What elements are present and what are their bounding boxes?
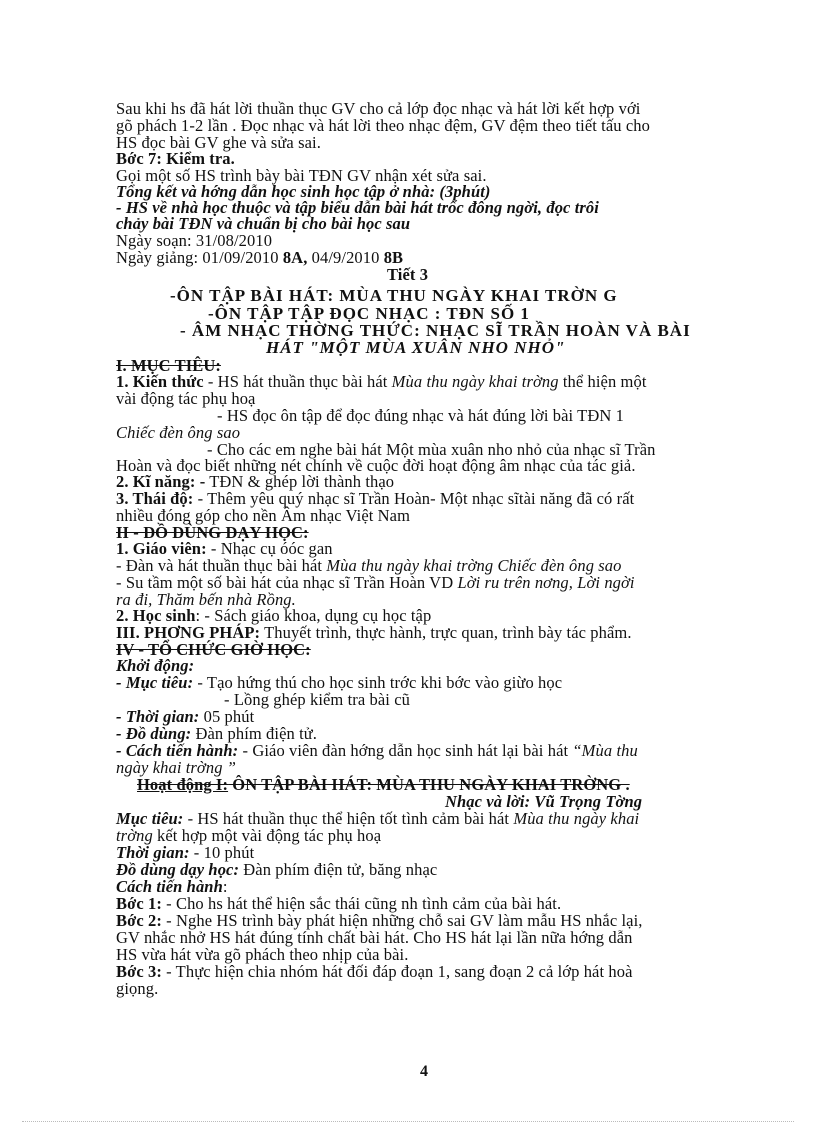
step-heading: Bớc 7: Kiểm tra. xyxy=(116,149,235,168)
teacher-line xyxy=(116,540,333,557)
teacher-text: - Nhạc cụ óóc gan xyxy=(206,539,333,558)
knowledge-text-2: thể hiện một xyxy=(558,372,647,391)
paragraph-line xyxy=(116,827,381,844)
knowledge-label: 1. Kiến thức xyxy=(116,372,204,391)
warmup-time xyxy=(116,708,254,725)
method-text: Thuyết trình, thực hành, trực quan, trình bày tác phẩm. xyxy=(260,623,632,642)
class-8a: 8A, xyxy=(282,248,308,267)
paragraph-line: nhiều đóng góp cho nền Âm nhạc Việt Nam xyxy=(116,506,411,525)
section-heading-organization: IV - TỔ CHỨC GIỜ HỌC: xyxy=(116,640,311,659)
paragraph-line: - Cho các em nghe bài hát Một mùa xuân nho nhỏ của nhạc sĩ Trần xyxy=(207,440,656,459)
paragraph-line: Gọi một số HS trình bày bài TĐN GV nhận xét sửa sai. xyxy=(116,166,487,185)
warmup-objective xyxy=(116,674,562,691)
page-number: 4 xyxy=(420,1063,428,1080)
attitude-line xyxy=(116,490,634,507)
paragraph-line: - Lồng ghép kiểm tra bài cũ xyxy=(224,690,410,709)
step-1-label: Bớc 1: xyxy=(116,894,162,913)
paragraph-line: HS đọc bài GV ghe và sửa sai. xyxy=(116,133,321,152)
activity-1-heading xyxy=(137,776,630,793)
page-border-line xyxy=(22,1121,794,1122)
activity-procedure xyxy=(116,878,228,895)
lesson-title-1: -ÔN TẬP BÀI HÁT: MÙA THU NGÀY KHAI TRỜN G xyxy=(170,286,618,305)
lesson-title-2: -ÔN TẬP TẬP ĐỌC NHẠC : TĐN SỐ 1 xyxy=(208,304,530,323)
paragraph-line xyxy=(116,557,622,574)
homework-line: chảy bài TĐN và chuẩn bị cho bài học sau xyxy=(116,214,411,233)
knowledge-text: - HS hát thuần thục bài hát xyxy=(203,372,392,391)
paragraph-line: vài động tác phụ hoạ xyxy=(116,389,256,408)
paragraph-line: GV nhắc nhở HS hát đúng tính chất bài hát. Cho HS hát lại lần nữa hớng dẫn xyxy=(116,928,633,947)
song-title-line: ngày khai trờng ” xyxy=(116,758,237,777)
paragraph-line: Sau khi hs đã hát lời thuần thục GV cho cả lớp đọc nhạc và hát lời kết hợp với xyxy=(116,99,641,118)
student-label: 2. Học sinh xyxy=(116,606,196,625)
warmup-materials xyxy=(116,725,317,742)
activity-time xyxy=(116,844,254,861)
activity-1-label: Hoạt động I: xyxy=(137,775,229,794)
activity-procedure-label: Cách tiến hành xyxy=(116,877,223,896)
teaching-date-text-2: 04/9/2010 xyxy=(307,248,384,267)
method-line xyxy=(116,624,632,641)
activity-materials xyxy=(116,861,437,878)
warmup-heading: Khởi động: xyxy=(116,656,195,675)
paragraph-line: - HS đọc ôn tập để đọc đúng nhạc và hát đúng lời bài TĐN 1 xyxy=(217,406,624,425)
teacher-label: 1. Giáo viên: xyxy=(116,539,207,558)
warmup-procedure-label: - Cách tiến hành: xyxy=(116,741,239,760)
paragraph-line: giọng. xyxy=(116,979,159,998)
step-3-label: Bớc 3: xyxy=(116,962,162,981)
skills-label: 2. Kĩ năng: - xyxy=(116,472,206,491)
activity-procedure-colon: : xyxy=(222,877,228,896)
homework-line: - HS về nhà học thuộc và tập biểu dẫn bài hát trốc đông ngời, đọc trôi xyxy=(116,198,599,217)
song-title: “Mùa thu xyxy=(572,741,638,760)
lesson-number: Tiết 3 xyxy=(387,265,429,284)
paragraph-line: gõ phách 1-2 lần . Đọc nhạc và hát lời theo nhạc đệm, GV đệm theo tiết tấu cho xyxy=(116,116,650,135)
activity-objective-label: Mục tiêu: xyxy=(116,809,184,828)
song-titles-2: Lời ru trên nơng, Lời ngời xyxy=(457,573,635,592)
attitude-text: - Thêm yêu quý nhạc sĩ Trần Hoàn- Một nhạc sĩtài năng đã có rất xyxy=(193,489,635,508)
prep-date: Ngày soạn: 31/08/2010 xyxy=(116,231,273,250)
activity-materials-label: Đồ dùng dạy học: xyxy=(116,860,240,879)
teaching-date-text: Ngày giảng: 01/09/2010 xyxy=(116,248,283,267)
warmup-materials-label: - Đồ dùng: xyxy=(116,724,192,743)
step-3-text: - Thực hiện chia nhóm hát đối đáp đoạn 1, sang đoạn 2 cả lớp hát hoà xyxy=(161,962,633,981)
activity-objective-text: - HS hát thuần thục thể hiện tốt tình cảm bài hát xyxy=(183,809,514,828)
song-title-line: Chiếc đèn ông sao xyxy=(116,423,241,442)
activity-time-label: Thời gian: xyxy=(116,843,190,862)
lesson-title-4: HÁT "MỘT MÙA XUÂN NHO NHỎ" xyxy=(266,338,566,357)
warmup-objective-label: - Mục tiêu: xyxy=(116,673,194,692)
section-heading-objectives: I. MỤC TIÊU: xyxy=(116,356,221,375)
activity-1-title: ÔN TẬP BÀI HÁT: MÙA THU NGÀY KHAI TRỜNG . xyxy=(228,775,630,794)
activity-objective-text-2: kết hợp một vài động tác phụ hoạ xyxy=(152,826,382,845)
section-heading-materials: II - ĐỒ DÙNG DẠY HỌC: xyxy=(116,523,309,542)
warmup-materials-text: Đàn phím điện tử. xyxy=(191,724,318,743)
warmup-objective-text: - Tạo hứng thú cho học sinh trớc khi bớc vào giừo học xyxy=(193,673,563,692)
method-label: III. PHƠNG PHÁP: xyxy=(116,623,261,642)
step-2-label: Bớc 2: xyxy=(116,911,162,930)
song-titles: Mùa thu ngày khai trờng Chiếc đèn ông sao xyxy=(326,556,622,575)
knowledge-line xyxy=(116,373,647,390)
warmup-time-label: - Thời gian: xyxy=(116,707,200,726)
activity-materials-text: Đàn phím điện tử, băng nhạc xyxy=(239,860,438,879)
warmup-procedure xyxy=(116,742,638,759)
lesson-title-3: - ÂM NHẠC THỜNG THỨC: NHẠC SĨ TRẦN HOÀN VÀ BÀI xyxy=(180,321,691,340)
activity-objective xyxy=(116,810,639,827)
teaching-date xyxy=(116,249,403,266)
summary-heading: Tổng kết và hớng dẫn học sinh học tập ở nhà: (3phút) xyxy=(116,182,491,201)
song-title-line: ra đi, Thăm bến nhà Rồng. xyxy=(116,590,296,609)
student-line xyxy=(116,607,431,624)
paragraph-line xyxy=(116,574,635,591)
paragraph-line: Hoàn và đọc biết những nét chính về cuộc đời hoạt động âm nhạc của tác giả. xyxy=(116,456,636,475)
step-2 xyxy=(116,912,643,929)
song-title-end: trờng xyxy=(116,826,153,845)
step-1 xyxy=(116,895,561,912)
song-title: Mùa thu ngày khai xyxy=(513,809,640,828)
class-8b: 8B xyxy=(383,248,404,267)
attitude-label: 3. Thái độ: xyxy=(116,489,194,508)
skills-line xyxy=(116,473,394,490)
paragraph-line: HS vừa hát vừa gõ phách theo nhịp của bài. xyxy=(116,945,409,964)
song-title: Mùa thu ngày khai trờng xyxy=(391,372,559,391)
song-author: Nhạc và lời: Vũ Trọng Tờng xyxy=(445,792,643,811)
teacher-text-2: - Đàn và hát thuần thục bài hát xyxy=(116,556,327,575)
step-1-text: - Cho hs hát thể hiện sắc thái cũng nh tình cảm của bài hát. xyxy=(161,894,562,913)
step-3 xyxy=(116,963,633,980)
step-2-text: - Nghe HS trình bày phát hiện những chỗ sai GV làm mẫu HS nhắc lại, xyxy=(161,911,643,930)
warmup-procedure-text: - Giáo viên đàn hớng dẫn học sinh hát lại bài hát xyxy=(238,741,573,760)
activity-time-text: - 10 phút xyxy=(189,843,255,862)
teacher-text-3: - Su tầm một số bài hát của nhạc sĩ Trần Hoàn VD xyxy=(116,573,458,592)
student-text: : - Sách giáo khoa, dụng cụ học tập xyxy=(195,606,432,625)
warmup-time-text: 05 phút xyxy=(199,707,255,726)
skills-text: TĐN & ghép lời thành thạo xyxy=(205,472,395,491)
